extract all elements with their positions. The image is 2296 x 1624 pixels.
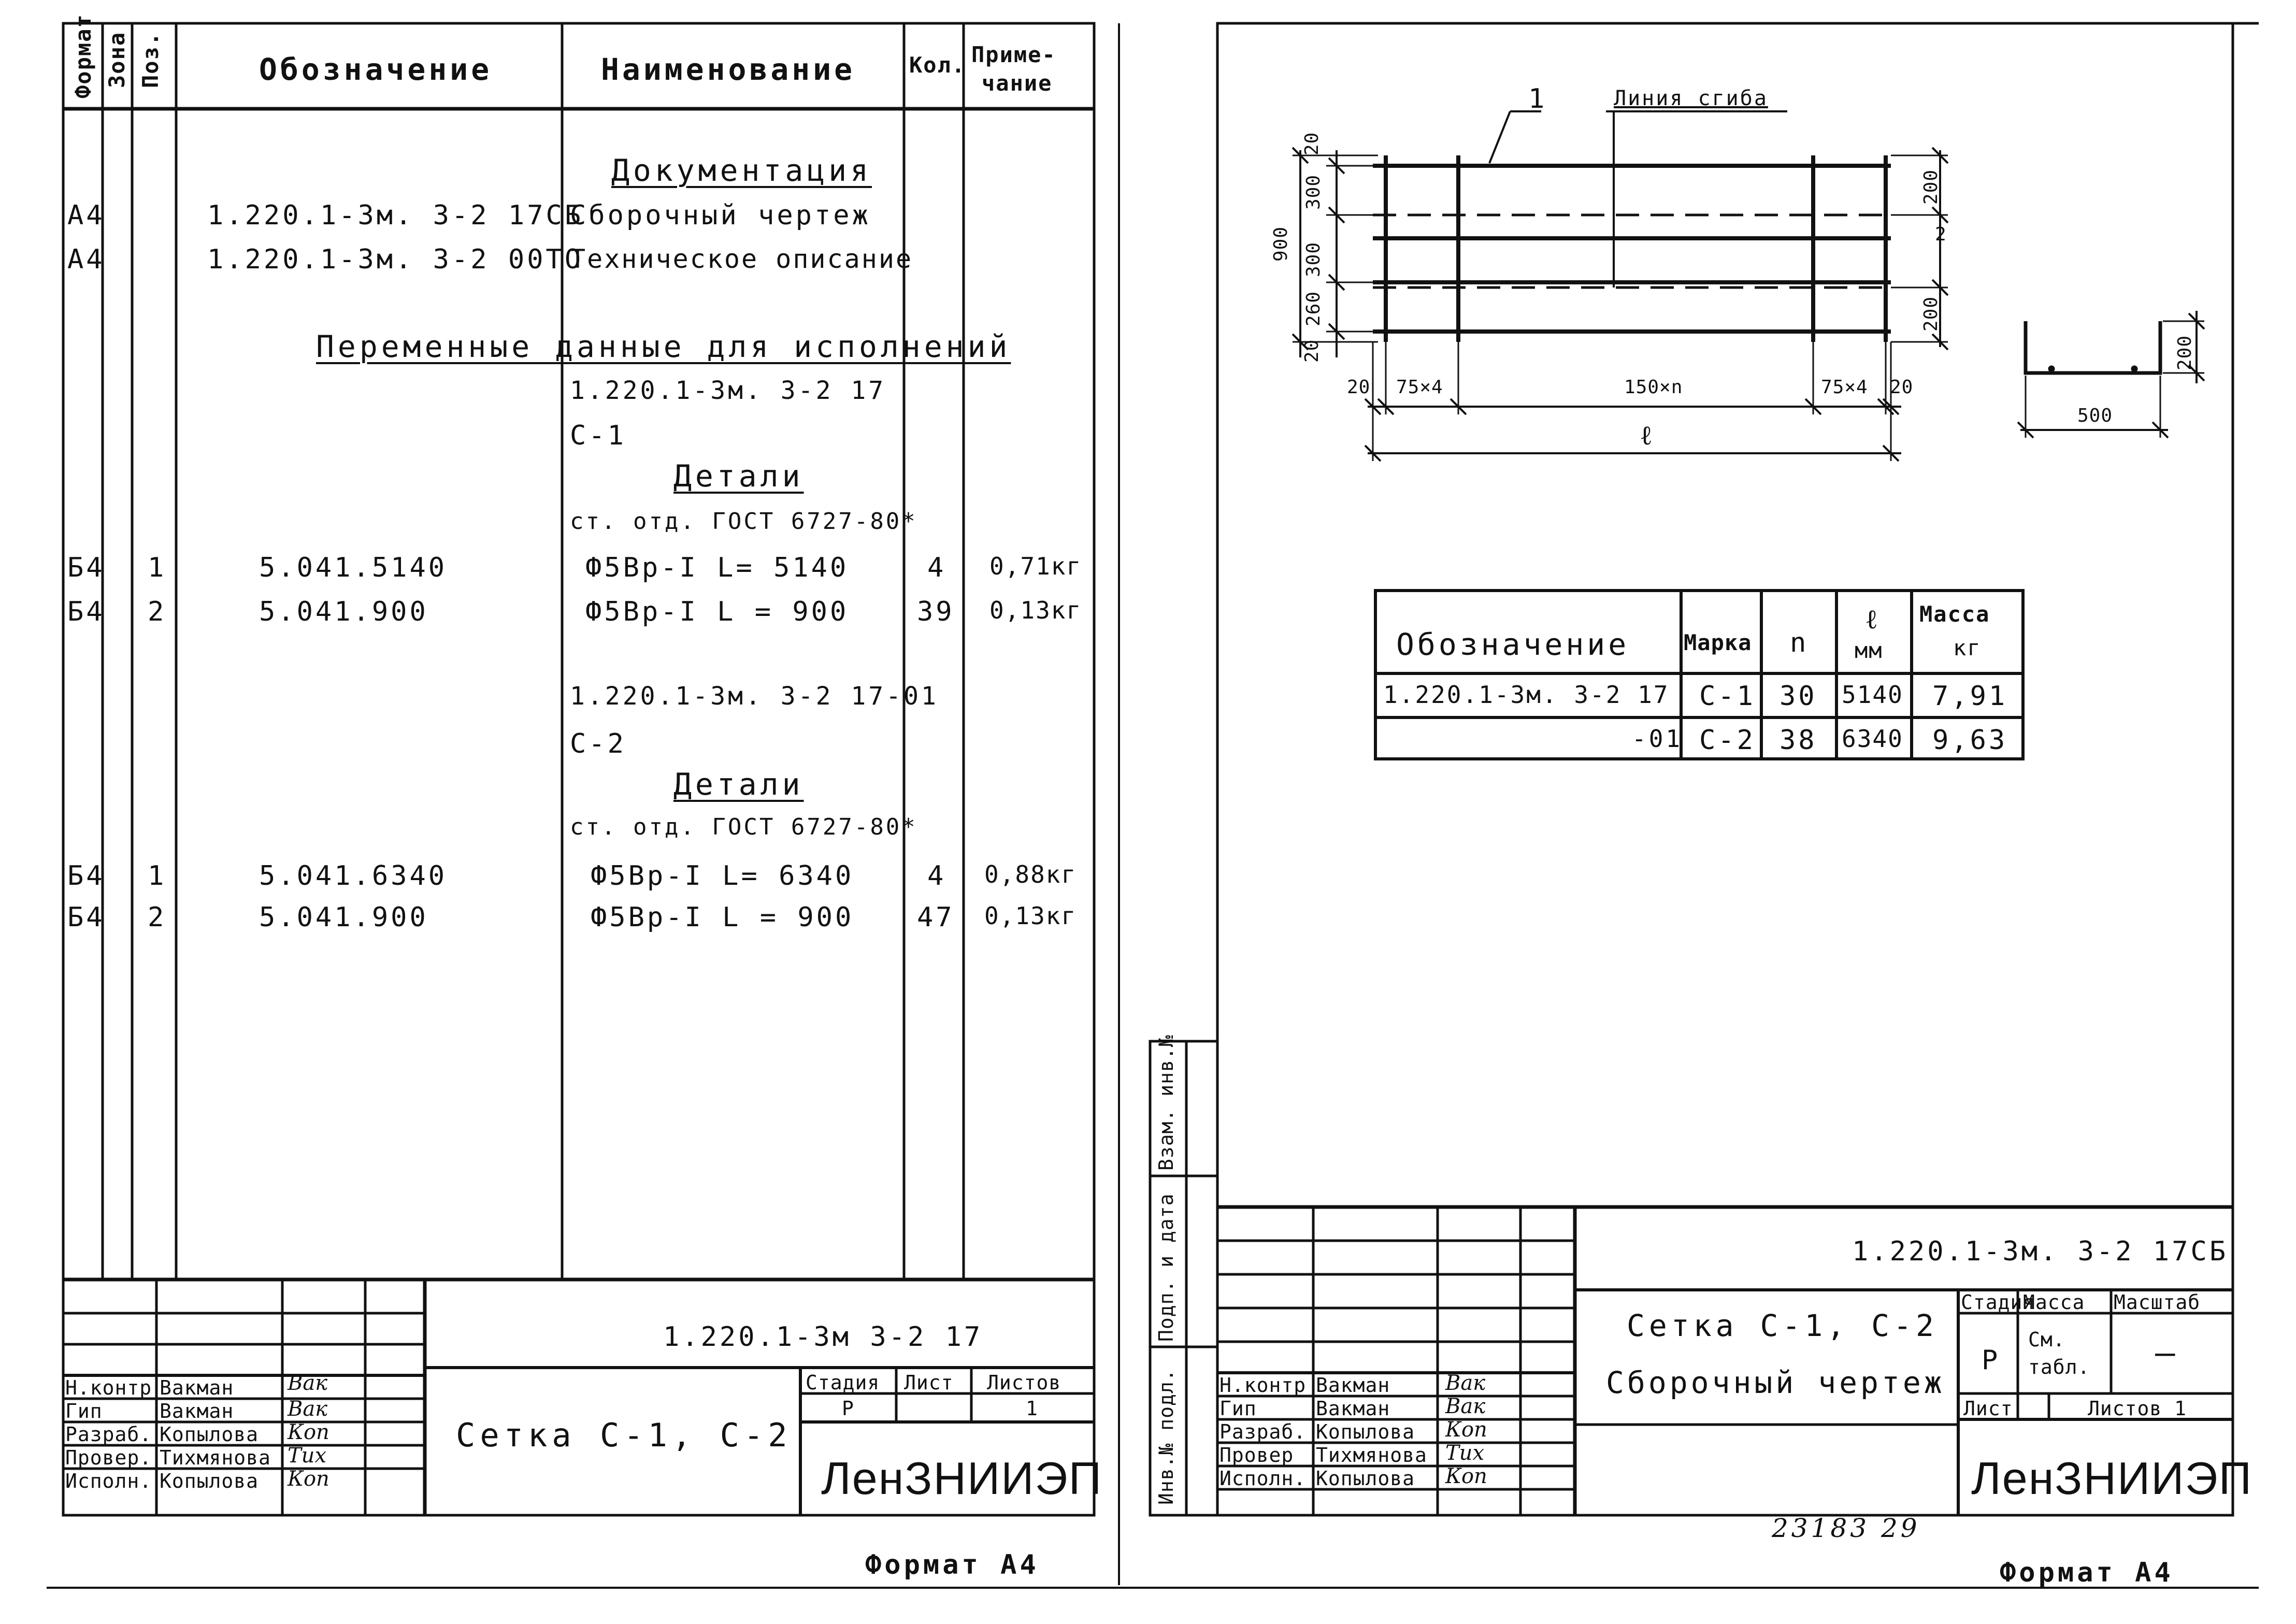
right-tb-scale: —	[2155, 1334, 2178, 1372]
right-tb-org: ЛенЗНИИЭП	[1971, 1453, 2252, 1504]
dim-bottom-1: 20	[1347, 377, 1371, 398]
dim-total-height: 900	[1270, 226, 1292, 262]
header-zone: Зона	[104, 31, 130, 88]
table-header-n: n	[1790, 627, 1809, 658]
table-header-kg: кг	[1953, 635, 1982, 660]
dim-bottom-3: 150×n	[1624, 377, 1683, 398]
left-signature-1: Вак	[288, 1371, 328, 1395]
row1-designation: 1.220.1-3м. 3-2 17СБ	[207, 200, 584, 231]
left-name-4: Тихмянова	[160, 1446, 271, 1469]
part3-pos: 1	[148, 860, 167, 892]
part4-format: Б4	[67, 902, 105, 933]
right-role-1: Н.контр	[1219, 1374, 1307, 1397]
table-header-mm: мм	[1855, 638, 1883, 663]
header-qty: Кол.	[909, 52, 966, 78]
right-signature-4: Тих	[1445, 1441, 1484, 1465]
left-signature-2: Вак	[288, 1397, 328, 1421]
row2-designation: 1.220.1-3м. 3-2 00ТО	[207, 244, 584, 275]
right-signature-5: Коп	[1445, 1464, 1487, 1488]
right-signature-2: Вак	[1445, 1395, 1486, 1418]
left-role-2: Гип	[65, 1400, 103, 1422]
part2-name: Ф5Вр-I L = 900	[585, 596, 849, 627]
variant2-code: 1.220.1-3м. 3-2 17-01	[570, 682, 939, 711]
left-tb-title: Сетка С-1, С-2	[456, 1416, 792, 1454]
gost-1: ст. отд. ГОСТ 6727-80*	[570, 508, 917, 535]
side-label-sign-date: Подп. и дата	[1155, 1193, 1178, 1342]
part1-name: Ф5Вр-I L= 5140	[585, 552, 849, 583]
part4-pos: 2	[148, 902, 167, 933]
table-row1-n: 30	[1780, 681, 1817, 712]
left-role-4: Провер.	[65, 1446, 152, 1469]
left-role-3: Разраб.	[65, 1423, 152, 1446]
table-header-mass: Масса	[1919, 601, 1990, 627]
right-tb-title-1: Сетка С-1, С-2	[1627, 1308, 1938, 1343]
part4-note: 0,13кг	[984, 902, 1077, 930]
mesh-plan	[1293, 111, 1948, 461]
left-role-1: Н.контр	[65, 1376, 152, 1399]
right-format-label: Формат А4	[2000, 1557, 2174, 1588]
left-signature-3: Коп	[288, 1420, 329, 1444]
part2-pos: 2	[148, 596, 167, 627]
part1-pos: 1	[148, 552, 167, 583]
part2-qty: 39	[917, 596, 955, 627]
part3-qty: 4	[927, 860, 946, 892]
right-role-3: Разраб.	[1219, 1420, 1307, 1443]
table-row2-mark: С-2	[1699, 725, 1756, 756]
header-name: Наименование	[601, 52, 856, 87]
part3-note: 0,88кг	[984, 860, 1077, 888]
left-name-2: Вакман	[160, 1400, 234, 1422]
gost-2: ст. отд. ГОСТ 6727-80*	[570, 814, 917, 840]
right-name-4: Тихмянова	[1316, 1444, 1427, 1467]
right-tb-mass-label: Масса	[2023, 1291, 2085, 1314]
header-pos: Поз.	[138, 31, 163, 88]
right-tb-scale-label: Масштаб	[2114, 1291, 2201, 1314]
row1-name: Сборочный чертеж	[570, 200, 871, 231]
section-details-1: Детали	[673, 458, 804, 494]
part1-format: Б4	[67, 552, 105, 583]
right-signature-3: Коп	[1445, 1418, 1487, 1442]
right-name-2: Вакман	[1316, 1397, 1390, 1420]
table-row1-designation: 1.220.1-3м. 3-2 17	[1383, 681, 1670, 709]
right-tb-mass: См. табл.	[2028, 1328, 2090, 1379]
part4-qty: 47	[917, 902, 955, 933]
part4-name: Ф5Вр-I L = 900	[591, 902, 854, 933]
dim-left-3: 300	[1303, 241, 1324, 277]
table-row2-mass: 9,63	[1932, 725, 2008, 756]
bend-line-label: Линия сгиба	[1614, 87, 1768, 110]
section-height: 200	[2174, 335, 2195, 370]
part3-format: Б4	[67, 860, 105, 892]
right-tb-title-2: Сборочный чертеж	[1606, 1365, 1945, 1400]
table-row1-l: 5140	[1842, 681, 1903, 709]
header-note-1: Приме-	[971, 42, 1056, 67]
table-row2-n: 38	[1780, 725, 1817, 756]
left-tb-sheets-label: Листов	[987, 1371, 1061, 1394]
variant1-code: 1.220.1-3м. 3-2 17	[570, 376, 886, 405]
left-signature-5: Коп	[288, 1467, 329, 1491]
dim-right-3: 200	[1920, 296, 1942, 332]
left-tb-sheets: 1	[1026, 1397, 1038, 1420]
table-row1-mass: 7,91	[1932, 681, 2008, 712]
row1-format: А4	[67, 200, 105, 231]
dim-left-4: 260	[1303, 291, 1324, 326]
dim-left-1: 20	[1301, 132, 1323, 155]
left-tb-stage-label: Стадия	[806, 1371, 880, 1394]
section-details-2: Детали	[673, 767, 804, 802]
variant2-mark: С-2	[570, 728, 626, 759]
right-tb-stage: Р	[1982, 1345, 2001, 1376]
table-row2-designation: -01	[1632, 725, 1683, 753]
table-row1-mark: С-1	[1699, 681, 1756, 712]
right-tb-sheet-label: Лист	[1963, 1397, 2013, 1420]
leader-position-1: 1	[1528, 83, 1547, 114]
dim-length: ℓ	[1640, 420, 1655, 451]
right-name-1: Вакман	[1316, 1374, 1390, 1397]
right-name-5: Копылова	[1316, 1467, 1415, 1490]
header-format: Формат	[70, 13, 96, 98]
dim-right-1: 200	[1920, 169, 1942, 205]
table-header-l: ℓ	[1865, 604, 1881, 635]
table-row2-l: 6340	[1842, 725, 1903, 753]
left-role-5: Исполн.	[65, 1470, 152, 1492]
right-tb-sheets-label: Листов 1	[2088, 1397, 2187, 1420]
left-tb-code: 1.220.1-3м 3-2 17	[663, 1321, 983, 1353]
part1-qty: 4	[927, 552, 946, 583]
right-tb-stage-label: Стадия	[1961, 1291, 2035, 1314]
part2-format: Б4	[67, 596, 105, 627]
part3-designation: 5.041.6340	[259, 860, 448, 892]
dim-right-2: 2	[1935, 224, 1947, 245]
right-tb-code: 1.220.1-3м. 3-2 17СБ	[1852, 1236, 2229, 1267]
header-note-2: чание	[982, 70, 1053, 96]
left-name-1: Вакман	[160, 1376, 234, 1399]
dim-left-5: 20	[1301, 339, 1323, 363]
dim-left-2: 300	[1303, 174, 1324, 210]
row2-name: Техническое описание	[570, 244, 913, 274]
left-signature-4: Тих	[288, 1444, 326, 1468]
section-variable-data: Переменные данные для исполнений	[316, 329, 1011, 364]
side-label-replacement: Взам. инв.№	[1155, 1034, 1178, 1171]
left-tb-sheet-label: Лист	[904, 1371, 954, 1394]
part1-designation: 5.041.5140	[259, 552, 448, 583]
variant1-mark: С-1	[570, 420, 626, 451]
section-width: 500	[2077, 405, 2113, 426]
part2-note: 0,13кг	[989, 596, 1082, 624]
side-label-inv-original: Инв.№ подл.	[1155, 1369, 1178, 1505]
row2-format: А4	[67, 244, 105, 275]
left-format-label: Формат А4	[865, 1549, 1039, 1580]
dim-bottom-2: 75×4	[1396, 377, 1443, 398]
dim-bottom-5: 20	[1890, 377, 1914, 398]
part1-note: 0,71кг	[989, 552, 1082, 580]
right-role-2: Гип	[1219, 1397, 1257, 1420]
right-signature-1: Вак	[1445, 1371, 1486, 1395]
part3-name: Ф5Вр-I L= 6340	[591, 860, 854, 892]
table-header-mark: Марка	[1684, 630, 1752, 655]
right-role-4: Провер	[1219, 1444, 1294, 1467]
left-name-5: Копылова	[160, 1470, 259, 1492]
right-role-5: Исполн.	[1219, 1467, 1307, 1490]
archive-number: 23183 29	[1772, 1513, 1920, 1543]
dim-bottom-4: 75×4	[1821, 377, 1868, 398]
part4-designation: 5.041.900	[259, 902, 428, 933]
left-name-3: Копылова	[160, 1423, 259, 1446]
left-tb-org: ЛенЗНИИЭП	[821, 1453, 1102, 1504]
section-documentation: Документация	[611, 153, 872, 188]
part2-designation: 5.041.900	[259, 596, 428, 627]
header-designation: Обозначение	[259, 52, 493, 87]
right-name-3: Копылова	[1316, 1420, 1415, 1443]
left-tb-stage: Р	[842, 1397, 854, 1420]
table-header-designation: Обозначение	[1396, 627, 1630, 662]
